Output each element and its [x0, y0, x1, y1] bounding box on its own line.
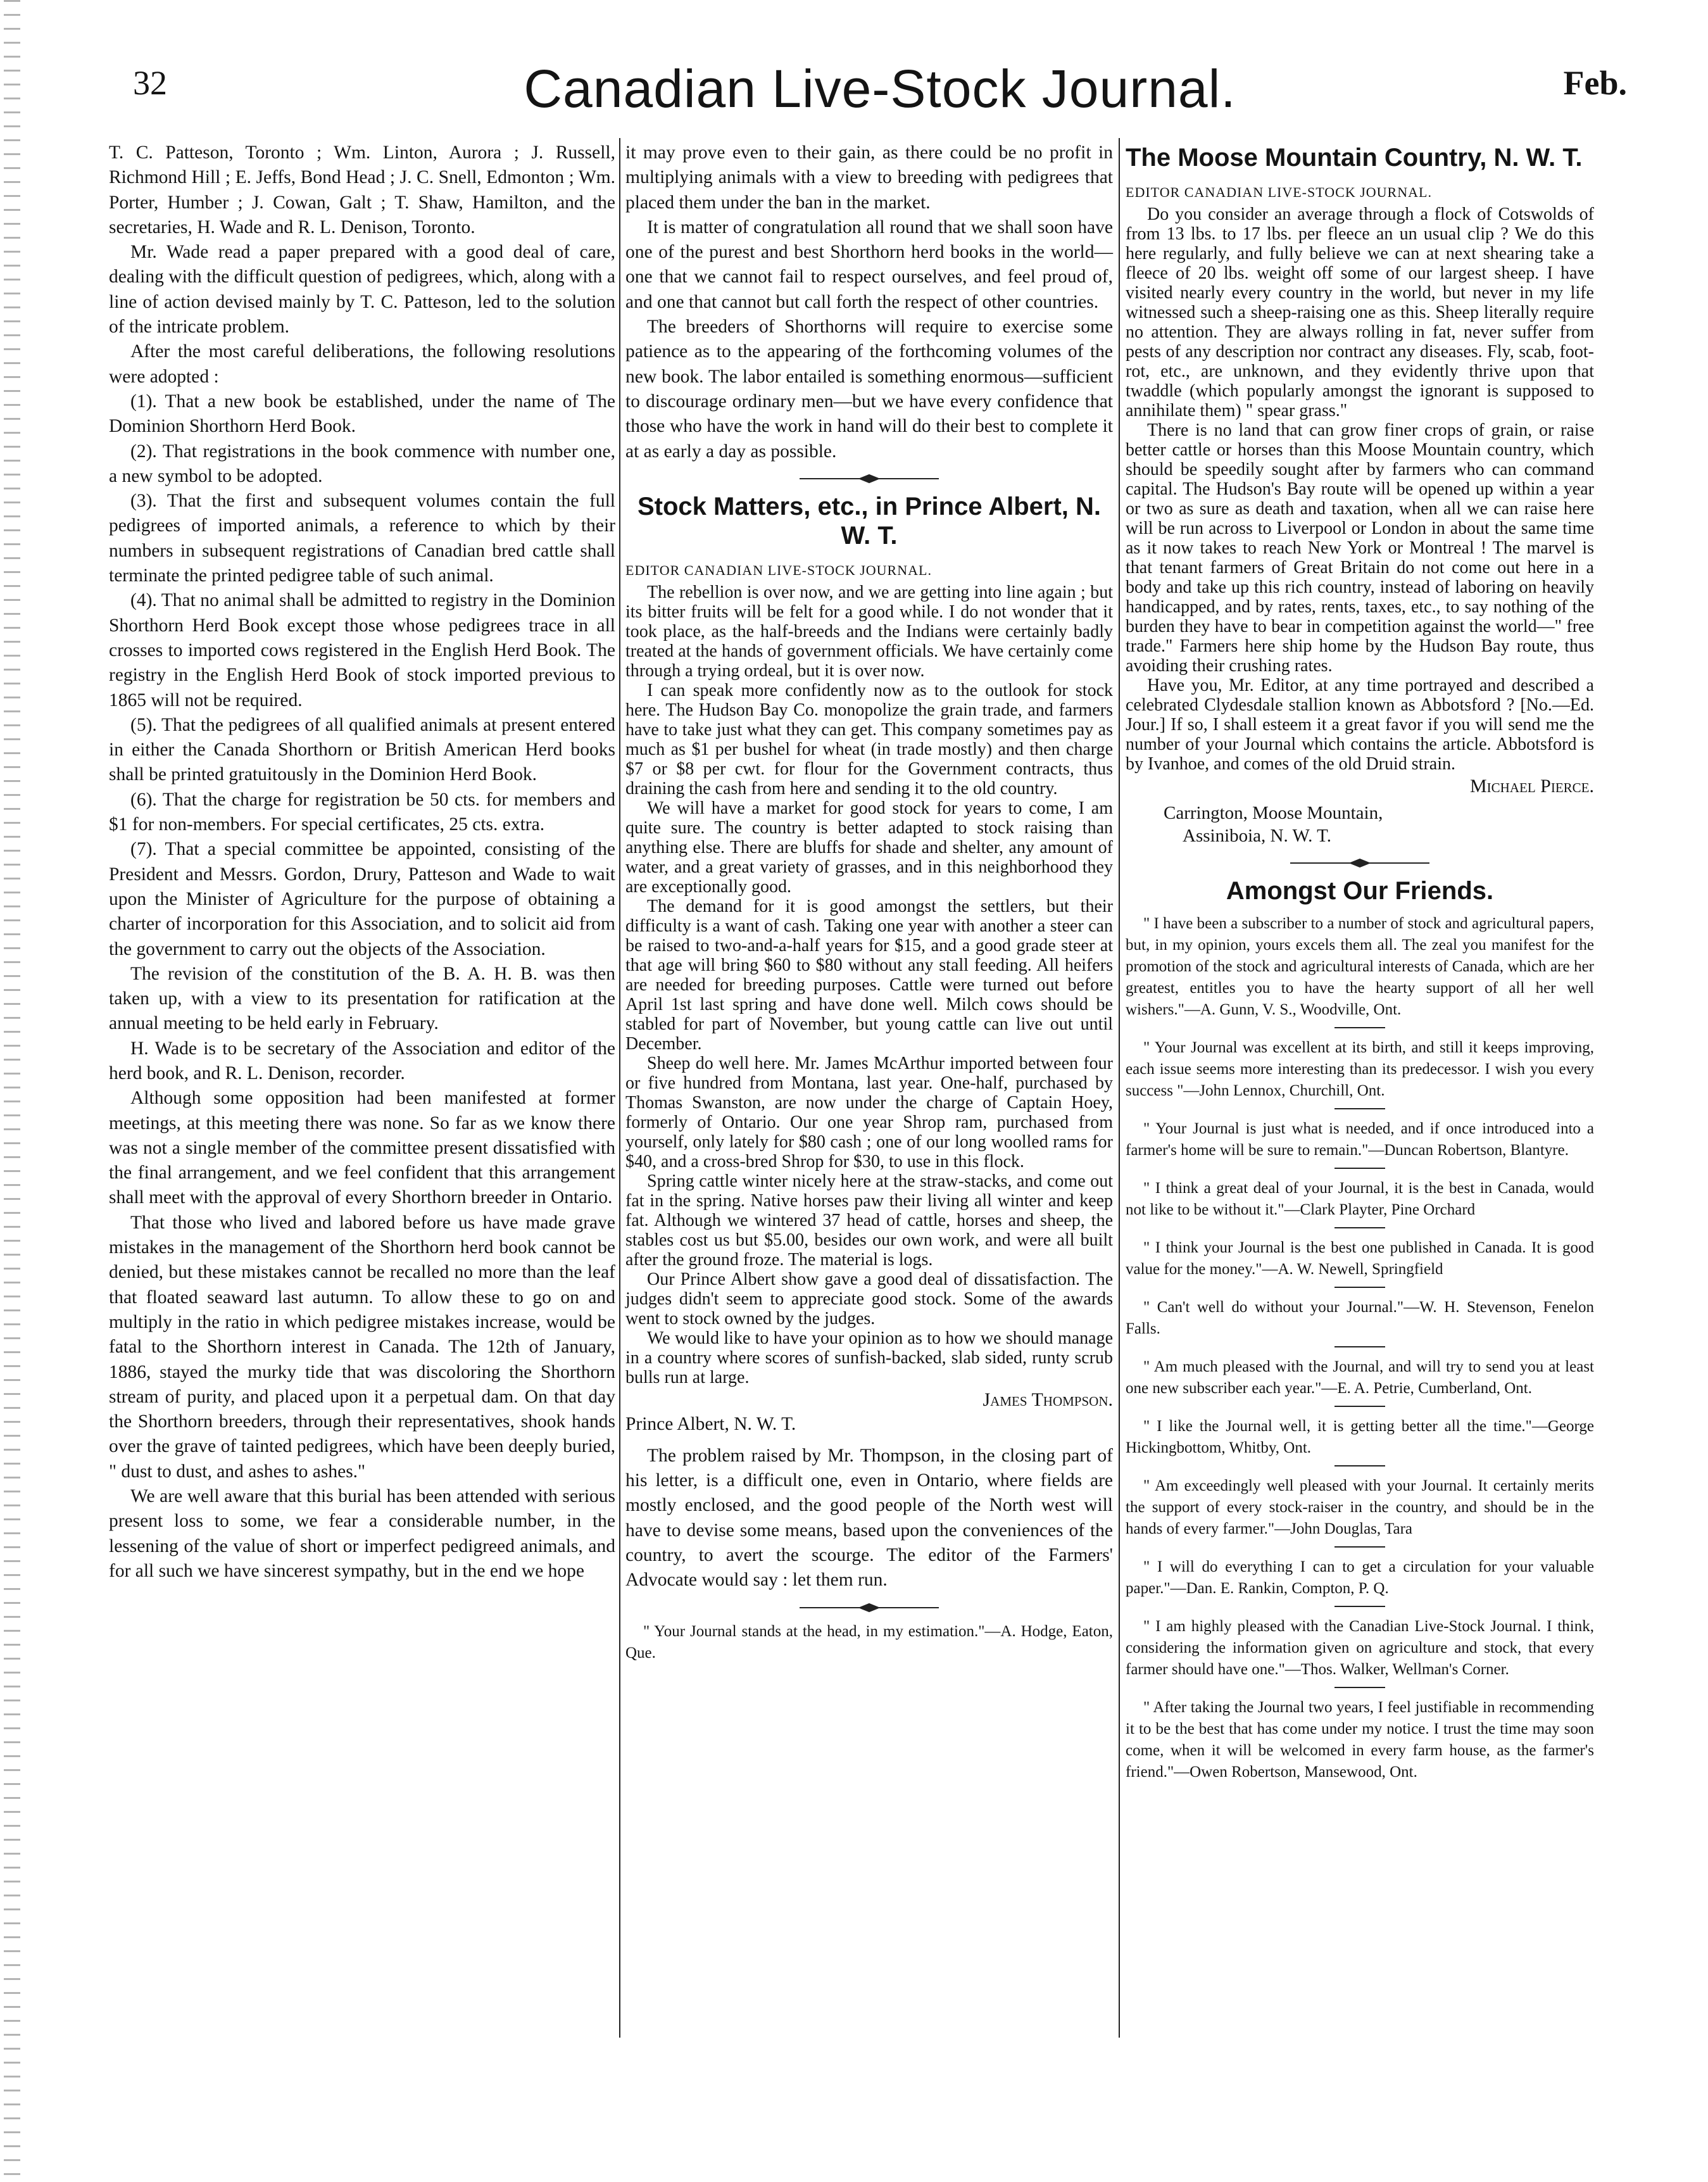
reader-quote: " Your Journal is just what is needed, and if once introduced into a farmer's home will be sure to remain."—Duncan Robertson, Blantyre.	[1126, 1119, 1594, 1159]
paragraph: We are well aware that this burial has been attended with serious present loss to some, we fear a considerable number, in the lessening of the value of short or imperfect pedigreed animals, and for all such we have sincerest sympathy, but in the end we hope	[109, 1486, 615, 1581]
letter-paragraph: I can speak more confidently now as to the outlook for stock here. The Hudson Bay Co. monopolize the grain trade, and farmers have to take just what they can get. This company sometimes pay as much as $1 per bushel for wheat (in trade mostly) and then charge $7 or $8 per cwt. for flour for the Government contracts, thus draining the cash from here and sending it to the old country.	[625, 681, 1113, 799]
quote-divider	[1334, 1687, 1385, 1688]
quote-divider	[1334, 1227, 1385, 1228]
reader-quote: " Am much pleased with the Journal, and will try to send you at least one new subscriber each year."—E. A. Petrie, Cumberland, Ont.	[1126, 1358, 1594, 1397]
quote-divider	[1334, 1546, 1385, 1548]
letter-paragraph: We would like to have your opinion as to how we should manage in a country where scores of sunfish-backed, slab sided, runty scrub bulls run at large.	[625, 1328, 1113, 1388]
reader-quote: " I have been a subscriber to a number of stock and agricultural papers, but, in my opinion, yours excels them all. The zeal you manifest for the promotion of the stock and agricultural interests of Canada, which are her greatest, entitles you to have the hearty support of all her well wishers."—A. Gunn, V. S., Woodville, Ont.	[1126, 914, 1594, 1018]
letter-paragraph: There is no land that can grow finer crops of grain, or raise better cattle or horses than this Moose Mountain country, which should be speedily sought after by farmers who can command capital. The Hudson's Bay route will be opened up within a year or two as sure as death and taxation, when all we can raise here will be run across to Liverpool or London in about the same time as it now takes to reach New York or Montreal ! The marvel is that tenant farmers of Great Britain do not come out here in a body and take up this rich country, instead of laboring on heavily handicapped, and by rates, rents, taxes, etc., to say nothing of the burden they have to bear in competition against the world—" free trade." Farmers here ship home by the Hudson Bay route, thus avoiding their crushing rates.	[1126, 420, 1594, 676]
paragraph: (6). That the charge for registration be 50 cts. for members and $1 for non-members. For special certificates, 25 cts. extra.	[109, 789, 615, 835]
quote-divider	[1334, 1027, 1385, 1028]
paragraph: The breeders of Shorthorns will require to exercise some patience as to the appearing of the forthcoming volumes of the new book. The labor entailed is something enormous—sufficient to discourage ordinary men—but we have every confidence that those who have the work in hand will do their best to complete it at as early a day as possible.	[625, 317, 1113, 462]
quote-divider	[1334, 1346, 1385, 1347]
paragraph: (4). That no animal shall be admitted to registry in the Dominion Shorthorn Herd Book except those whose pedigrees trace in all crosses to imported cows registered in the English Herd Book. The registry in the English Herd Book of stock imported previous to 1865 will not be required.	[109, 590, 615, 710]
reader-quote: " Am exceedingly well pleased with your Journal. It certainly merits the support of every stock-raiser in the country, and should be in the hands of every farmer."—John Douglas, Tara	[1126, 1477, 1594, 1537]
paragraph: Although some opposition had been manifested at former meetings, at this meeting there was none. So far as we know there was not a single member of the committee present dissatisfied with the final arrangement, and we feel confident that this arrangement shall meet with the approval of every Shorthorn breeder in Ontario.	[109, 1088, 615, 1208]
binding-edge	[4, 0, 20, 2182]
paragraph: T. C. Patteson, Toronto ; Wm. Linton, Aurora ; J. Russell, Richmond Hill ; E. Jeffs, Bond Head ; J. C. Snell, Edmonton ; Wm. Porter, Humber ; J. Cowan, Galt ; T. Shaw, Hamilton, and the secretaries, H. Wade and R. L. Denison, Toronto.	[109, 142, 615, 237]
reader-quote: " I am highly pleased with the Canadian Live-Stock Journal. I think, considering the information given on agriculture and stock, that every farmer should have one."—Thos. Walker, Wellman's Corner.	[1126, 1617, 1594, 1678]
paragraph: (7). That a special committee be appointed, consisting of the President and Messrs. Gordon, Drury, Patteson and Wade to wait upon the Minister of Agriculture for the purpose of obtaining a charter of incorporation for this Association, and to solicit aid from the government to carry out the objects of the Association.	[109, 839, 615, 959]
signature-address	[1164, 802, 1594, 847]
page-header	[133, 58, 1627, 134]
quote-divider	[1334, 1168, 1385, 1169]
quote-divider	[1334, 1465, 1385, 1466]
friends-heading: Amongst Our Friends.	[1226, 876, 1494, 905]
location-line: Prince Albert, N. W. T.	[625, 1414, 796, 1435]
paragraph: (1). That a new book be established, under the name of The Dominion Shorthorn Herd Book.	[109, 391, 615, 437]
letter-paragraph: The rebellion is over now, and we are getting into line again ; but its bitter fruits will be felt for a good while. I do not wonder that it took place, as the half-breeds and the Indians were certainly badly treated at the hands of government officials. We have certainly come through a trying ordeal, but it is over now.	[625, 583, 1113, 681]
editor-line: EDITOR CANADIAN LIVE-STOCK JOURNAL.	[625, 562, 932, 578]
column-divider	[1119, 138, 1120, 2038]
letter-paragraph: Our Prince Albert show gave a good deal of dissatisfaction. The judges didn't seem to appreciate good stock. Some of the awards went to stock owned by the judges.	[625, 1270, 1113, 1329]
letter-paragraph: Sheep do well here. Mr. James McArthur imported between four or five hundred from Montana, last year. One-half, purchased by Thomas Swanston, are now under the charge of Captain Hoey, formerly of Ontario. Our one year Shrop ram, purchased from yourself, only lately for $80 cash ; one of our long woolled rams for $40, and a cross-bred Shrop for $30, to use in this flock.	[625, 1054, 1113, 1172]
letter-paragraph: We will have a market for good stock for years to come, I am quite sure. The country is better adapted to stock raising than anything else. There are bluffs for shade and shelter, any amount of water, and a great variety of grasses, and in this neighborhood they are exceptionally good.	[625, 798, 1113, 897]
section-ornament	[1290, 859, 1429, 867]
letter-paragraph: Do you consider an average through a flock of Cotswolds of from 13 lbs. to 17 lbs. per fleece an un usual clip ? We do this here regularly, and fully believe we can at next shearing take a fleece of 20 lbs. weight off some of our largest sheep. I have visited nearly every country in the world, but never in my life witnessed such a sheep-raising one as this. Sheep literally require no attention. They are always rolling in fat, never suffer from pests of any description nor contract any diseases. Fly, scab, foot-rot, etc., are unknown, and they evidently thrive upon that twaddle (which popularly amongst the ignorant is supposed to annihilate them) " spear grass."	[1126, 205, 1594, 421]
reader-quote: " I like the Journal well, it is getting better all the time."—George Hickingbottom, Whitby, Ont.	[1126, 1417, 1594, 1456]
reader-quote: " After taking the Journal two years, I feel justifiable in recommending it to be the best that has come under my notice. I trust the time may soon come, when it will be welcomed in every farm house, as the farmer's friend."—Owen Robertson, Mansewood, Ont.	[1126, 1698, 1594, 1781]
paragraph: H. Wade is to be secretary of the Association and editor of the herd book, and R. L. Denison, recorder.	[109, 1038, 615, 1083]
paragraph: It is matter of congratulation all round that we shall soon have one of the purest and best Shorthorn herd books in the world—one that we cannot fail to respect ourselves, and feel proud of, and one that cannot but call forth the respect of other countries.	[625, 217, 1113, 312]
reader-quote: " I think a great deal of your Journal, it is the best in Canada, would not like to be without it."—Clark Playter, Pine Orchard	[1126, 1179, 1594, 1218]
journal-title: Canadian Live-Stock Journal.	[524, 59, 1236, 118]
reader-quote: " Your Journal stands at the head, in my estimation."—A. Hodge, Eaton, Que.	[625, 1622, 1113, 1662]
letter-paragraph: The demand for it is good amongst the settlers, but their difficulty is a want of cash. Taking one year with another a steer can be raised to two-and-a-half years for $15, and a good grade steer at that age will bring $60 to $80 without any stall feeding. All heifers are needed for breeding purposes. Cattle were turned out before April 1st last spring and have done well. Milch cows should be stabled for part of November, but young cattle can live out until December.	[625, 897, 1113, 1054]
reader-quote: " Your Journal was excellent at its birth, and still it keeps improving, each issue seems more interesting than its predecessor. I wish you every success "—John Lennox, Churchill, Ont.	[1126, 1038, 1594, 1099]
letter-paragraph: Have you, Mr. Editor, at any time portrayed and described a celebrated Clydesdale stallion known as Abbotsford ? [No.—Ed. Jour.] If so, I shall esteem it a great favor if you will send me the number of your Journal which contains the article. Abbotsford is by Ivanhoe, and comes of the old Druid strain.	[1126, 676, 1594, 774]
reader-quote: " I will do everything I can to get a circulation for your valuable paper."—Dan. E. Rankin, Compton, P. Q.	[1126, 1558, 1594, 1597]
quote-divider	[1334, 1287, 1385, 1288]
quote-divider	[1334, 1108, 1385, 1109]
paragraph: Mr. Wade read a paper prepared with a good deal of care, dealing with the difficult question of pedigrees, which, along with a line of action devised mainly by T. C. Patteson, led to the solution of the intricate problem.	[109, 242, 615, 337]
page-number: 32	[133, 64, 167, 102]
editorial-commentary: The problem raised by Mr. Thompson, in the closing part of his letter, is a difficult one, even in Ontario, where fields are mostly enclosed, and the good people of the North west will have to devise some means, based upon the conveniences of the country, to avert the scourge. The editor of the Farmers' Advocate would say : let them run.	[625, 1445, 1113, 1591]
column-3	[1126, 141, 1594, 1783]
quote-divider	[1334, 1406, 1385, 1407]
reader-quote: " Can't well do without your Journal."—W. H. Stevenson, Fenelon Falls.	[1126, 1298, 1594, 1337]
paragraph: The revision of the constitution of the B. A. H. B. was then taken up, with a view to its presentation for ratification at the annual meeting to be held early in February.	[109, 963, 615, 1034]
paragraph: (2). That registrations in the book commence with number one, a new symbol to be adopted.	[109, 441, 615, 486]
letter-paragraph: Spring cattle winter nicely here at the straw-stacks, and come out fat in the spring. Native horses paw their living all winter and keep fat. Although we wintered 37 head of cattle, horses and sheep, the stables cost us but $5.00, besides our own work, and were all built after the ground froze. The material is logs.	[625, 1171, 1113, 1270]
signature: Michael Pierce.	[1469, 776, 1594, 797]
column-divider	[619, 138, 620, 2038]
column-1	[109, 141, 615, 1584]
address-line: Assiniboia, N. W. T.	[1183, 825, 1331, 846]
address-line: Carrington, Moose Mountain,	[1164, 802, 1383, 823]
section-ornament	[800, 1603, 939, 1612]
paragraph: That those who lived and labored before us have made grave mistakes in the management of the Shorthorn herd book cannot be denied, but these mistakes cannot be recalled no more than the leaf that floated seaward last autumn. To allow these to go on and multiply in the ratio in which pedigree mistakes increase, would be fatal to the Shorthorn interest in Canada. The 12th of January, 1886, stayed the murky tide that was discoloring the Shorthorn stream of purity, and placed upon it a perpetual dam. On that day the Shorthorn breeders, through their representatives, shook hands over the grave of tainted pedigrees, which have been deeply buried, " dust to dust, and ashes to ashes."	[109, 1212, 615, 1482]
column-2	[625, 141, 1113, 1664]
reader-quote: " I think your Journal is the best one published in Canada. It is good value for the money."—A. W. Newell, Springfield	[1126, 1239, 1594, 1278]
paragraph: After the most careful deliberations, the following resolutions were adopted :	[109, 341, 615, 387]
editor-line: EDITOR CANADIAN LIVE-STOCK JOURNAL.	[1126, 184, 1432, 200]
article-heading: The Moose Mountain Country, N. W. T.	[1126, 144, 1583, 172]
paragraph: (5). That the pedigrees of all qualified animals at present entered in either the Canada Shorthorn or British American Herd books shall be printed gratuitously in the Dominion Herd Book.	[109, 714, 615, 785]
quote-divider	[1334, 1606, 1385, 1607]
signature: James Thompson.	[983, 1389, 1113, 1411]
section-ornament	[800, 474, 939, 483]
paragraph: (3). That the first and subsequent volumes contain the full pedigrees of imported animals, a reference to which by their numbers in subsequent registrations of Canadian bred cattle shall terminate the printed pedigree table of such animal.	[109, 491, 615, 586]
issue-month: Feb.	[1563, 64, 1627, 102]
article-heading: Stock Matters, etc., in Prince Albert, N. W. T.	[637, 492, 1102, 550]
paragraph: it may prove even to their gain, as there could be no profit in multiplying animals with a view to breeding with pedigrees that placed them under the ban in the market.	[625, 142, 1113, 213]
